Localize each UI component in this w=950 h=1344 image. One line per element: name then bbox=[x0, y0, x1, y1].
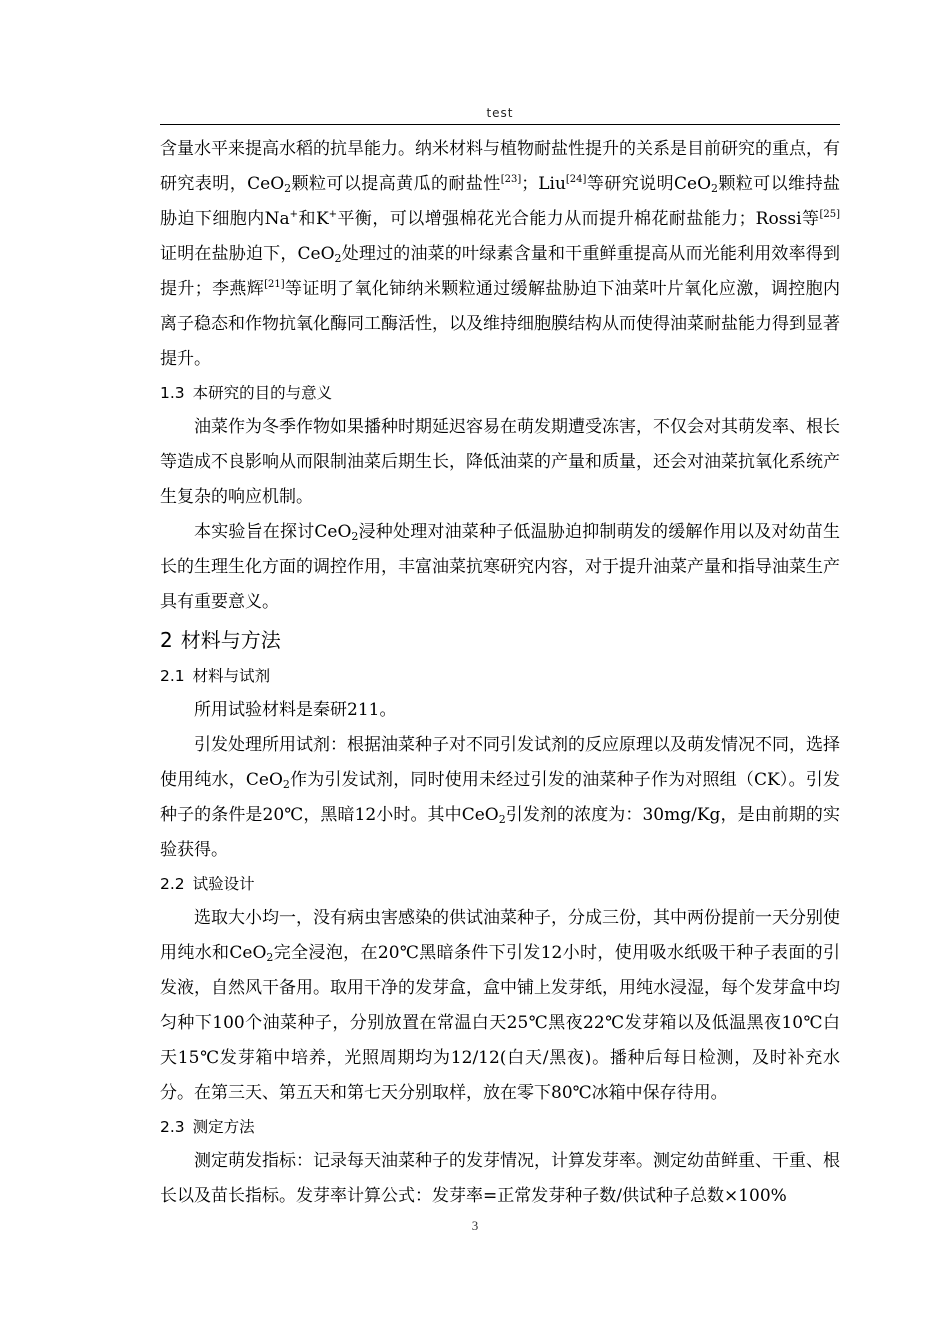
subscript: 2 bbox=[282, 778, 290, 791]
section-number: 2.1 bbox=[160, 667, 185, 685]
text-run: 处理过的油菜的叶绿素含量和干重鲜重提高从而光能利用效率得到提升；李燕辉 bbox=[160, 244, 840, 299]
section-heading-2-2 bbox=[160, 868, 840, 901]
section-title: 测定方法 bbox=[192, 1118, 255, 1136]
superscript: + bbox=[289, 209, 299, 220]
page-header: test bbox=[486, 106, 514, 120]
paragraph-reagents bbox=[160, 728, 840, 868]
subscript: 2 bbox=[498, 813, 506, 826]
section-title: 本研究的目的与意义 bbox=[192, 384, 333, 402]
page-body bbox=[160, 132, 840, 1214]
section-title: 材料与试剂 bbox=[192, 667, 271, 685]
section-number: 1.3 bbox=[160, 384, 185, 402]
subscript: 2 bbox=[334, 252, 342, 265]
paragraph-material: 所用试验材料是秦研211。 bbox=[194, 700, 397, 720]
section-heading-1-3 bbox=[160, 377, 840, 410]
subscript: 2 bbox=[284, 182, 292, 195]
text-run: 和K bbox=[298, 209, 329, 229]
text-run: 完全浸泡，在20℃黑暗条件下引发12小时，使用吸水纸吸干种子表面的引发液，自然风干备用。取用干净的发芽盒，盒中铺上发芽纸，用纯水浸湿，每个发芽盒中均匀种下100个油菜种子，分别放置在常温白天25℃黑夜22℃发芽箱以及低温黑夜10℃白天15℃发芽箱中培养，光照周期均为12/12(白天/黑夜)。播种后每日检测，及时补充水分。在第三天、第五天和第七天分别取样，放在零下80℃冰箱中保存待用。 bbox=[160, 943, 840, 1103]
section-number: 2 bbox=[160, 628, 173, 652]
text-run: 作为引发试剂，同时使用未经过引发的油菜种子作为对照组（CK）。引发种子的条件是20℃，黑暗12小时。其中CeO bbox=[160, 770, 840, 825]
paragraph-aim bbox=[160, 515, 840, 620]
section-title: 试验设计 bbox=[192, 875, 255, 893]
page-number: 3 bbox=[471, 1218, 479, 1233]
citation: [23] bbox=[500, 174, 522, 185]
section-number: 2.2 bbox=[160, 875, 185, 893]
text-run: 平衡，可以增强棉花光合能力从而提升棉花耐盐能力；Rossi等 bbox=[337, 209, 820, 229]
citation: [25] bbox=[819, 209, 841, 220]
text-run: 选取大小均一，没有病虫害感染的供试油菜种子，分成三份，其中两份提前一天分别使用纯水和CeO bbox=[160, 908, 840, 963]
paragraph-methods: 测定萌发指标：记录每天油菜种子的发芽情况，计算发芽率。测定幼苗鲜重、干重、根长以及苗长指标。发芽率计算公式：发芽率=正常发芽种子数/供试种子总数×100% bbox=[160, 1151, 840, 1206]
text-run: 颗粒可以提高黄瓜的耐盐性 bbox=[291, 174, 501, 194]
text-run: 浸种处理对油菜种子低温胁迫抑制萌发的缓解作用以及对幼苗生长的生理生化方面的调控作用，丰富油菜抗寒研究内容，对于提升油菜产量和指导油菜生产具有重要意义。 bbox=[160, 522, 840, 612]
section-heading-2-3 bbox=[160, 1111, 840, 1144]
text-run: 含量水平来提高水稻的抗旱能力。纳米材料与植物耐盐性提升的关系是目前研究的重点，有研究表明，CeO bbox=[160, 139, 840, 194]
paragraph-design bbox=[160, 901, 840, 1111]
citation: [21] bbox=[264, 279, 285, 290]
text-run: 本实验旨在探讨CeO bbox=[194, 522, 352, 542]
text-run: 等证明了氧化铈纳米颗粒通过缓解盐胁迫下油菜叶片氧化应激，调控胞内离子稳态和作物抗氧化酶同工酶活性，以及维持细胞膜结构从而使得油菜耐盐能力得到显著提升。 bbox=[160, 279, 841, 369]
paragraph-nanomaterial-salt-tolerance bbox=[160, 132, 840, 377]
subscript: 2 bbox=[266, 951, 274, 964]
text-run: 证明在盐胁迫下，CeO bbox=[160, 244, 335, 264]
text-run: 颗粒可以维持盐胁迫下细胞内Na bbox=[160, 174, 841, 229]
section-heading-2 bbox=[160, 620, 840, 660]
subscript: 2 bbox=[351, 530, 359, 543]
text-run: 引发处理所用试剂：根据油菜种子对不同引发试剂的反应原理以及萌发情况不同，选择使用纯水，CeO bbox=[160, 735, 840, 790]
paragraph-purpose: 油菜作为冬季作物如果播种时期延迟容易在萌发期遭受冻害，不仅会对其萌发率、根长等造成不良影响从而限制油菜后期生长，降低油菜的产量和质量，还会对油菜抗氧化系统产生复杂的响应机制。 bbox=[160, 417, 840, 507]
section-title: 材料与方法 bbox=[180, 628, 281, 652]
text-run: 等研究说明CeO bbox=[586, 174, 712, 194]
text-run: 引发剂的浓度为：30mg/Kg，是由前期的实验获得。 bbox=[160, 805, 840, 860]
header-rule bbox=[160, 124, 840, 125]
citation: [24] bbox=[565, 174, 587, 185]
section-heading-2-1 bbox=[160, 660, 840, 693]
section-number: 2.3 bbox=[160, 1118, 185, 1136]
superscript: + bbox=[328, 209, 338, 220]
text-run: ；Liu bbox=[521, 174, 566, 194]
subscript: 2 bbox=[711, 182, 719, 195]
